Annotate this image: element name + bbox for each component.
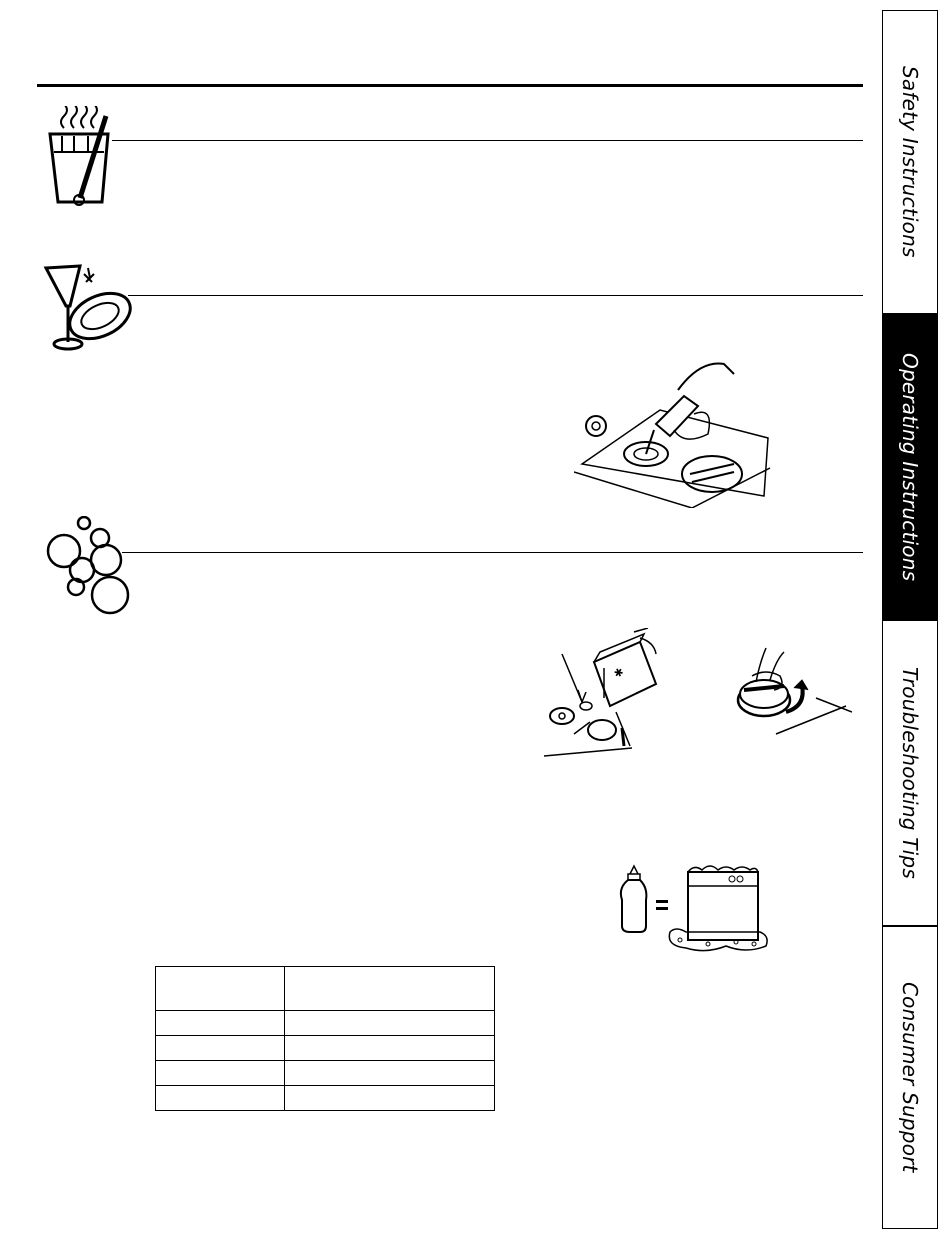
top-rule	[37, 84, 863, 87]
table-cell	[156, 1061, 285, 1086]
svg-text:✱: ✱	[611, 665, 626, 681]
table-header-row	[156, 967, 495, 1011]
tab-consumer-support[interactable]	[882, 926, 938, 1229]
tab-operating-instructions[interactable]	[882, 314, 938, 620]
table-row	[156, 1011, 495, 1036]
tab-safety-instructions[interactable]	[882, 10, 938, 314]
table-cell	[285, 1061, 495, 1086]
glass-and-plate-icon	[40, 262, 136, 356]
tab-label: Consumer Support	[898, 982, 922, 1173]
section-rule-hot-water	[112, 140, 863, 141]
tab-label: Operating Instructions	[898, 352, 922, 582]
section-tabs	[882, 10, 940, 1229]
table-row	[156, 1036, 495, 1061]
detergent-box-pouring-illustration	[544, 628, 668, 764]
table-cell	[285, 1086, 495, 1111]
table-cell	[156, 1011, 285, 1036]
detergent-bubbles-icon	[44, 516, 132, 620]
table-cell	[285, 967, 495, 1011]
section-rule-detergent	[122, 552, 863, 553]
rinse-agent-dispenser-illustration	[574, 360, 774, 512]
dispenser-lid-closing-illustration	[726, 646, 852, 742]
table-cell	[156, 967, 285, 1011]
tab-label: Safety Instructions	[898, 66, 922, 258]
detergent-table	[155, 966, 495, 1111]
table-cell	[156, 1036, 285, 1061]
table-row	[156, 1086, 495, 1111]
tab-label: Troubleshooting Tips	[898, 667, 922, 879]
table-cell	[156, 1086, 285, 1111]
section-rule-glassware	[128, 295, 863, 296]
table-row	[156, 1061, 495, 1086]
dish-soap-equals-suds-illustration	[616, 862, 772, 958]
tab-troubleshooting-tips[interactable]	[882, 620, 938, 926]
hot-water-glass-icon	[44, 106, 114, 214]
table-cell	[285, 1011, 495, 1036]
table-cell	[285, 1036, 495, 1061]
